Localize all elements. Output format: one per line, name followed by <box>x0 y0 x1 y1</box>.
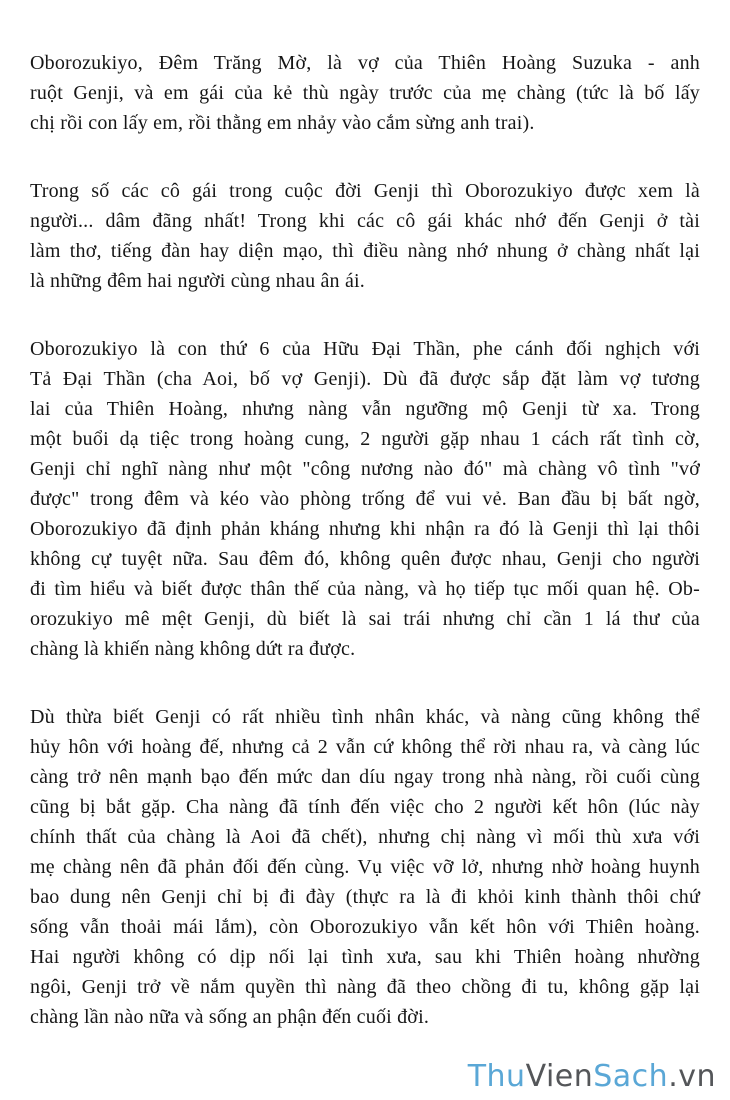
site-logo <box>468 1059 716 1094</box>
text-line: hủy hôn với hoàng đế, nhưng cả 2 vẫn cứ không thể rời nhau ra, và càng lúc <box>30 736 700 758</box>
text-line: chị rồi con lấy em, rồi thằng em nhảy vào cắm sừng anh trai). <box>30 112 535 134</box>
text-line: người... dâm đãng nhất! Trong khi các cô gái khác nhớ đến Genji ở tài <box>30 210 700 232</box>
site-logo-segment: Vien <box>525 1059 594 1094</box>
text-line: sống vẫn thoải mái lắm), còn Oborozukiyo vẫn kết hôn với Thiên hoàng. <box>30 916 700 938</box>
text-line: cũng bị bắt gặp. Cha nàng đã tính đến việc cho 2 người kết hôn (lúc này <box>30 796 700 818</box>
text-line: chàng là khiến nàng không dứt ra được. <box>30 638 356 660</box>
text-line: ngôi, Genji trở về nắm quyền thì nàng đã theo chồng đi tu, không gặp lại <box>30 976 700 998</box>
text-line: ruột Genji, và em gái của kẻ thù ngày trước của mẹ chàng (tức là bố lấy <box>30 82 700 104</box>
text-line: lai của Thiên Hoàng, nhưng nàng vẫn ngưỡng mộ Genji từ xa. Trong <box>30 398 700 420</box>
paragraph <box>30 702 700 1032</box>
text-line: Genji chỉ nghĩ nàng như một "công nương nào đó" mà chàng vô tình "vớ <box>30 458 700 480</box>
text-line: Oborozukiyo, Đêm Trăng Mờ, là vợ của Thiên Hoàng Suzuka - anh <box>30 52 700 74</box>
site-logo-segment: .vn <box>668 1059 716 1094</box>
text-line: càng trở nên mạnh bạo đến mức dan díu ngay trong nhà nàng, rồi cuối cùng <box>30 766 700 788</box>
text-line: Hai người không có dịp nối lại tình xưa, sau khi Thiên hoàng nhường <box>30 946 700 968</box>
text-line: là những đêm hai người cùng nhau ân ái. <box>30 270 365 292</box>
text-line: Tả Đại Thần (cha Aoi, bố vợ Genji). Dù đã được sắp đặt làm vợ tương <box>30 368 700 390</box>
paragraph <box>30 48 700 138</box>
text-line: đi tìm hiểu và biết được thân thế của nàng, và họ tiếp tục mối quan hệ. Ob- <box>30 578 700 600</box>
paragraph <box>30 334 700 664</box>
text-line: Oborozukiyo là con thứ 6 của Hữu Đại Thần, phe cánh đối nghịch với <box>30 338 700 360</box>
paragraph <box>30 176 700 296</box>
text-line: chàng lần nào nữa và sống an phận đến cuối đời. <box>30 1006 430 1028</box>
body-text <box>30 48 700 1032</box>
text-line: chính thất của chàng là Aoi đã chết), nhưng chị nàng vì mối thù xưa với <box>30 826 700 848</box>
text-line: không cự tuyệt nữa. Sau đêm đó, không quên được nhau, Genji cho người <box>30 548 700 570</box>
footer <box>468 1059 716 1094</box>
text-line: một buổi dạ tiệc trong hoàng cung, 2 người gặp nhau 1 cách rất tình cờ, <box>30 428 700 450</box>
text-line: Oborozukiyo đã định phản kháng nhưng khi nhận ra đó là Genji thì lại thôi <box>30 518 700 540</box>
site-logo-segment: Sach <box>593 1059 669 1094</box>
text-line: được" trong đêm và kéo vào phòng trống để vui vẻ. Ban đầu bị bất ngờ, <box>30 488 700 510</box>
text-line: làm thơ, tiếng đàn hay diện mạo, thì điều nàng nhớ nhung ở chàng nhất lại <box>30 240 700 262</box>
text-line: Dù thừa biết Genji có rất nhiều tình nhân khác, và nàng cũng không thể <box>30 706 700 728</box>
text-line: bao dung nên Genji chỉ bị đi đày (thực ra là đi khỏi kinh thành thôi chứ <box>30 886 700 908</box>
text-line: Trong số các cô gái trong cuộc đời Genji thì Oborozukiyo được xem là <box>30 180 700 202</box>
text-line: orozukiyo mê mệt Genji, dù biết là sai trái nhưng chỉ cần 1 lá thư của <box>30 608 700 630</box>
site-logo-segment: Thu <box>467 1059 526 1094</box>
text-line: mẹ chàng nên đã phản đối đến cùng. Vụ việc vỡ lở, nhưng nhờ hoàng huynh <box>30 856 700 878</box>
